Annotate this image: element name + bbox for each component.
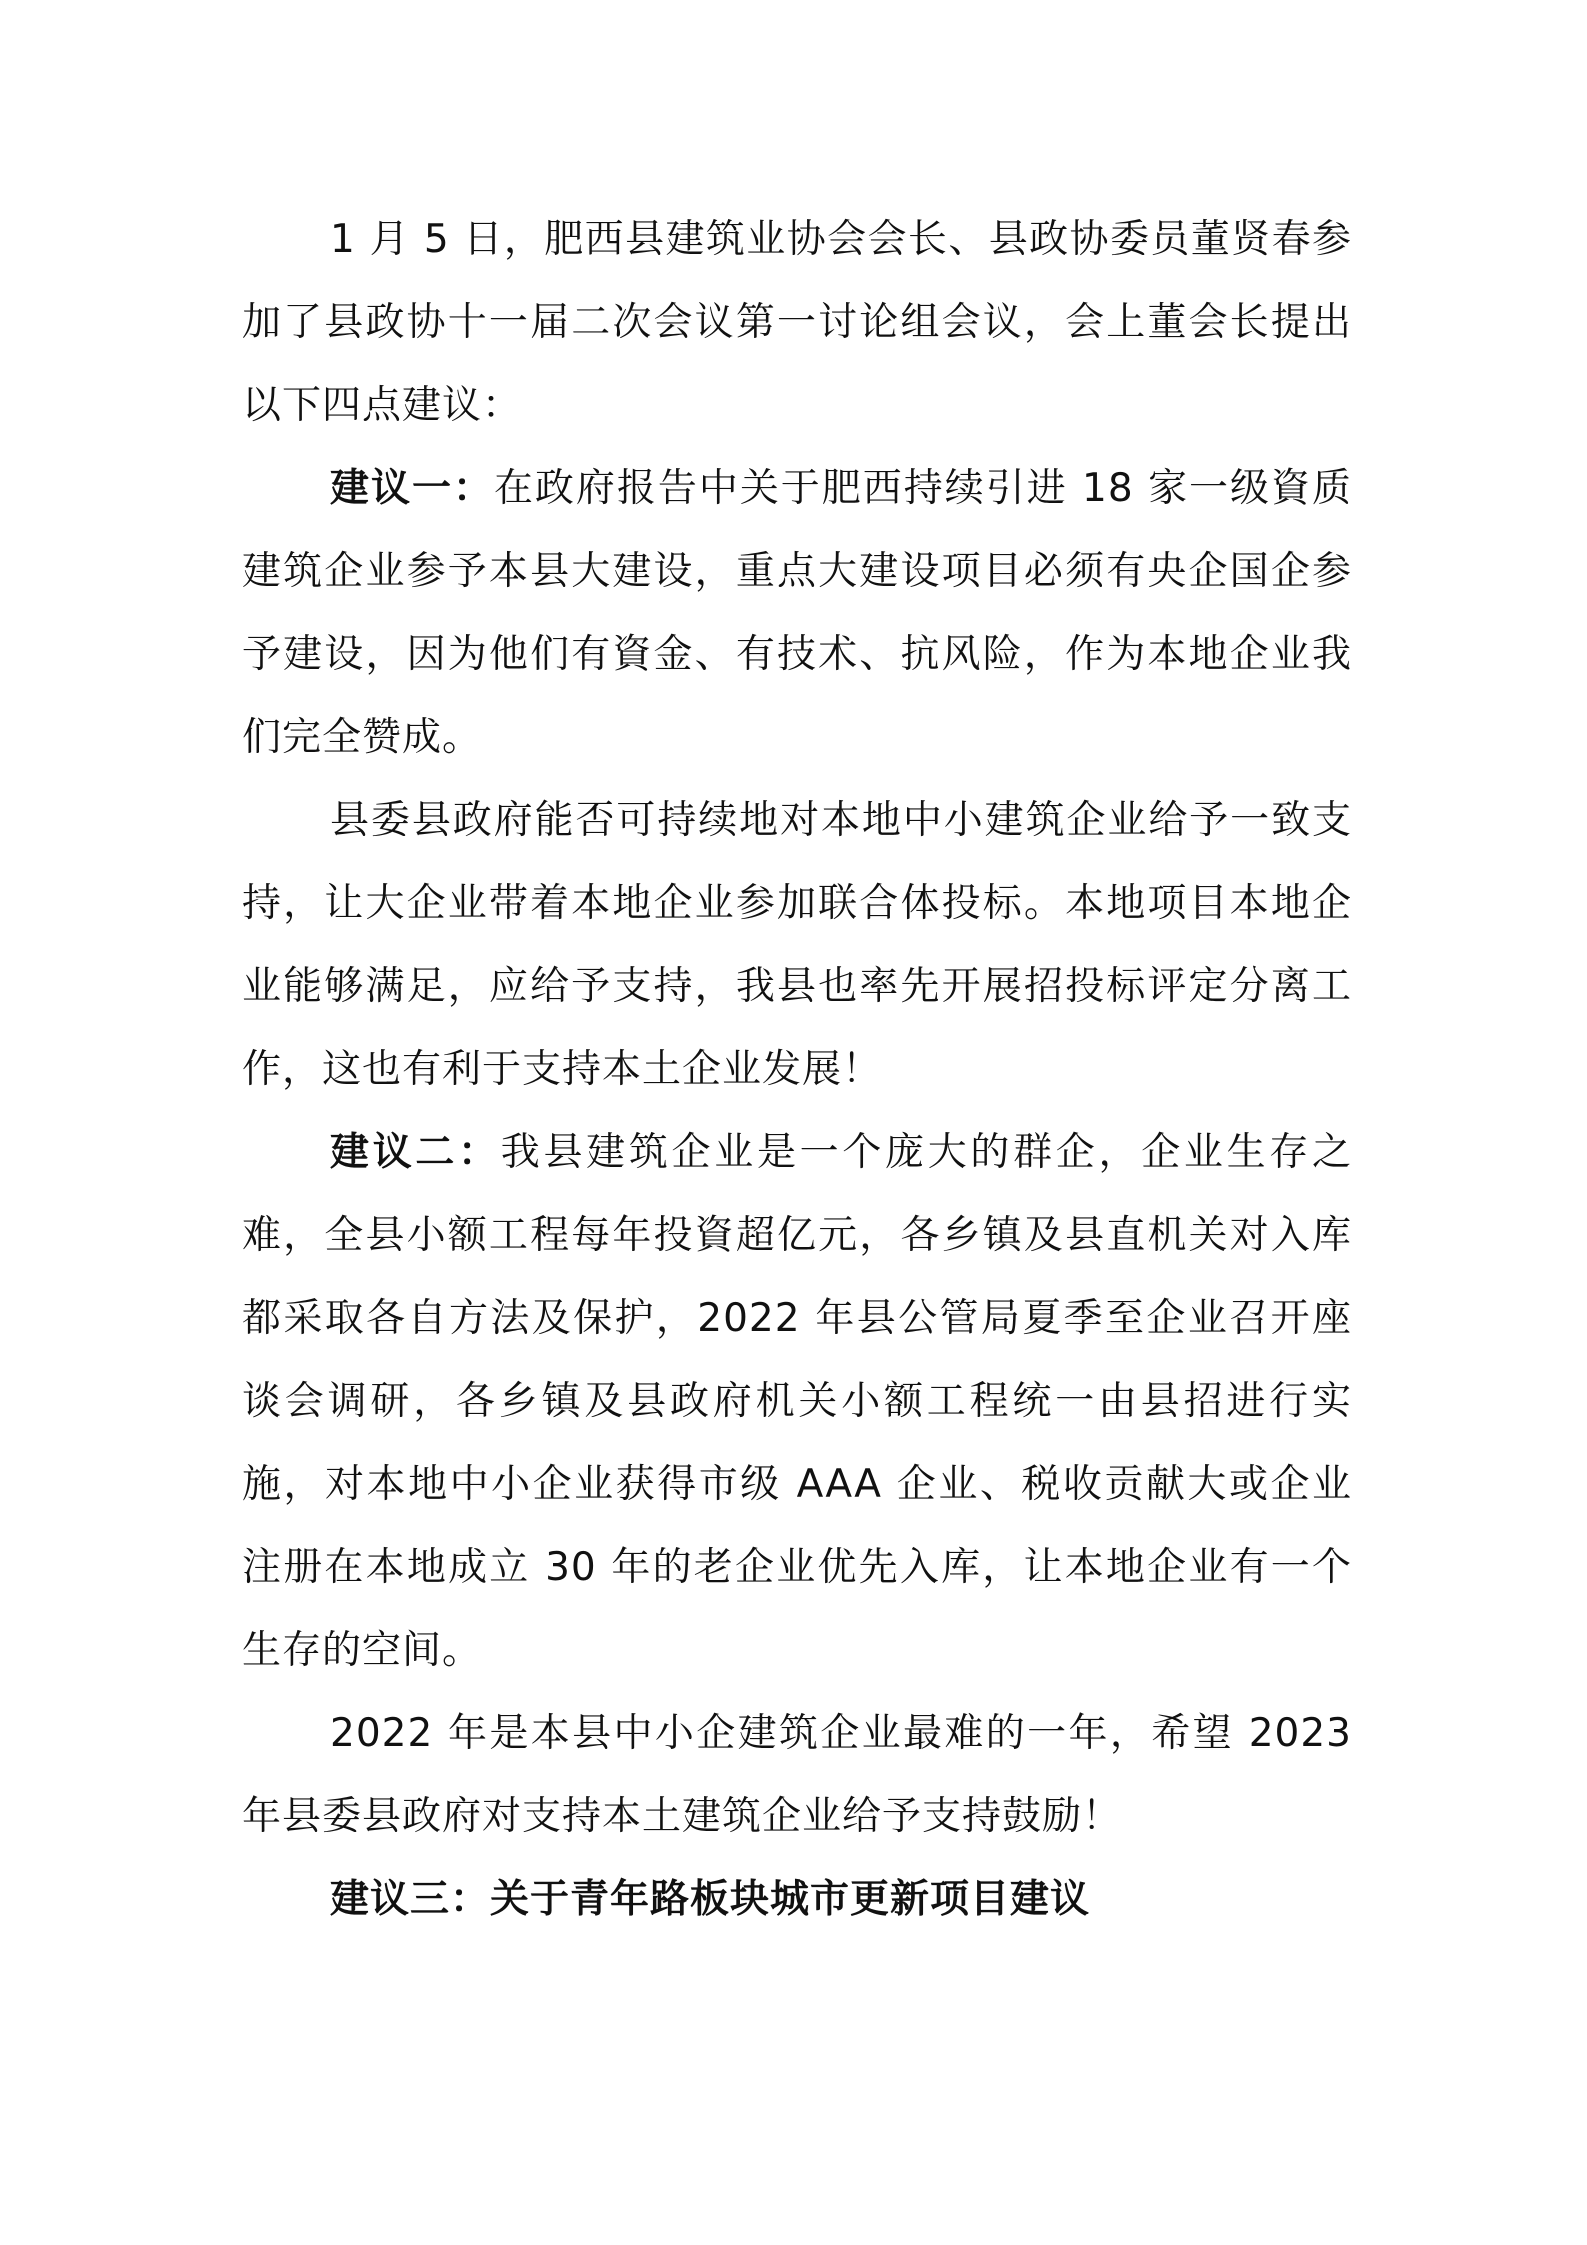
suggestion-three-text: 建议三：关于青年路板块城市更新项目建议 [330,1877,1091,1922]
suggestion-two-label: 建议二： [330,1130,501,1175]
paragraph-text: 1 月 5 日，肥西县建筑业协会会长、县政协委员董贤春参加了县政协十一届二次会议第一讨论组会议，会上董会长提出以下四点建议： [242,217,1352,428]
paragraph-suggestion-two [242,1111,1352,1692]
paragraph-text: 县委县政府能否可持续地对本地中小建筑企业给予一致支持，让大企业带着本地企业参加联合体投标。本地项目本地企业能够满足，应给予支持，我县也率先开展招投标评定分离工作，这也有利于支持本土企业发展！ [242,798,1352,1092]
paragraph-text: 我县建筑企业是一个庞大的群企，企业生存之难，全县小额工程每年投資超亿元，各乡镇及县直机关对入库都采取各自方法及保护，2022 年县公管局夏季至企业召开座谈会调研，各乡镇及县政府机关小额工程统一由县招进行实施，对本地中小企业获得市级 AAA 企业、税收贡献大或企业注册在本地成立 30 年的老企业优先入库，让本地企业有一个生存的空间。 [242,1130,1352,1673]
suggestion-three-heading [242,1858,1352,1941]
document-page [242,198,1352,1941]
paragraph-2022-outlook [242,1692,1352,1858]
suggestion-one-label: 建议一： [330,466,494,511]
paragraph-suggestion-one [242,447,1352,779]
paragraph-text: 2022 年是本县中小企建筑企业最难的一年，希望 2023 年县委县政府对支持本土建筑企业给予支持鼓励！ [242,1711,1352,1839]
paragraph-intro [242,198,1352,447]
paragraph-local-support [242,779,1352,1111]
paragraph-text: 在政府报告中关于肥西持续引进 18 家一级資质建筑企业参予本县大建设，重点大建设项目必须有央企国企参予建设，因为他们有資金、有技术、抗风险，作为本地企业我们完全赞成。 [242,466,1352,760]
